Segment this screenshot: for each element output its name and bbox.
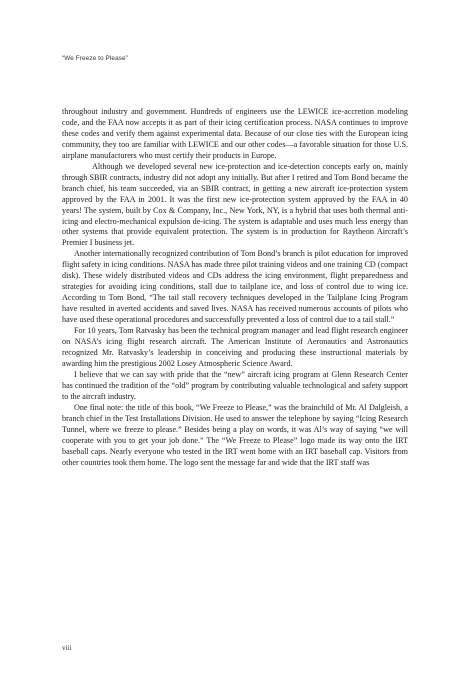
body-text [62, 107, 408, 468]
running-head: “We Freeze to Please” [62, 55, 128, 62]
page-number: viii [62, 644, 72, 652]
paragraph-ice-protection: Although we developed several new ice-protection and ice-detection concepts early on, mainly through SBIR contracts, industry did not adopt any initially. But after I retired and Tom Bond became the branch chief, his team succeeded, via an SBIR contract, in getting a new aircraft ice-protection system approved by the FAA in 2001. It was the first new ice-protection system approved by the FAA in 40 years! The system, built by Cox & Company, Inc., New York, NY, is a hybrid that uses both thermal anti-icing and electro-mechanical expulsion de-icing. The system is adaptable and uses much less energy than other systems that provide equivalent protection. The system is in production for Raytheon Aircraft’s Premier I business jet. [62, 161, 408, 248]
paragraph-tradition: I believe that we can say with pride that the “new” aircraft icing program at Glenn Research Center has continued the tradition of the “old” program by contributing valuable technological and safety support to the aircraft industry. [62, 369, 408, 401]
paragraph-lewice: throughout industry and government. Hundreds of engineers use the LEWICE ice-accretion modeling code, and the FAA now accepts it as part of their icing certification process. NASA continues to improve these codes and verify them against experimental data. Because of our close ties with the European icing community, they too are familiar with LEWICE and our other codes—a favorable situation for those U.S. airplane manufacturers who must certify their products in Europe. [62, 107, 408, 160]
paragraph-final-note: One final note: the title of this book, “We Freeze to Please,” was the brainchild of Mr. Al Dalgleish, a branch chief in the Test Installations Division. He used to answer the telephone by saying “Icing Research Tunnel, where we freeze to please.” Besides being a play on words, it was Al’s way of saying “we will cooperate with you to get your job done.” The “We Freeze to Please” logo made its way onto the IRT baseball caps. Nearly everyone who tested in the IRT went home with an IRT baseball cap. Visitors from other countries took them home. The logo sent the message far and wide that the IRT staff was [62, 402, 408, 467]
paragraph-ratvasky: For 10 years, Tom Ratvasky has been the technical program manager and lead flight research engineer on NASA’s icing flight research aircraft. The American Institute of Aeronautics and Astronautics recognized Mr. Ratvasky’s leadership in conceiving and producing these instructional materials by awarding him the prestigious 2002 Losey Atmospheric Science Award. [62, 326, 408, 368]
paragraph-pilot-education: Another internationally recognized contribution of Tom Bond’s branch is pilot education for improved flight safety in icing conditions. NASA has made three pilot training videos and one training CD (compact disk). These widely distributed videos and CDs address the icing environment, flight preparedness and strategies for avoiding icing conditions, stall due to tailplane ice, and loss of control due to wing ice. According to Tom Bond, “The tail stall recovery techniques developed in the Tailplane Icing Program have resulted in averted accidents and saved lives. NASA has received numerous accounts of pilots who have used these operational procedures and successfully prevented a loss of control due to a tail stall.” [62, 249, 408, 325]
